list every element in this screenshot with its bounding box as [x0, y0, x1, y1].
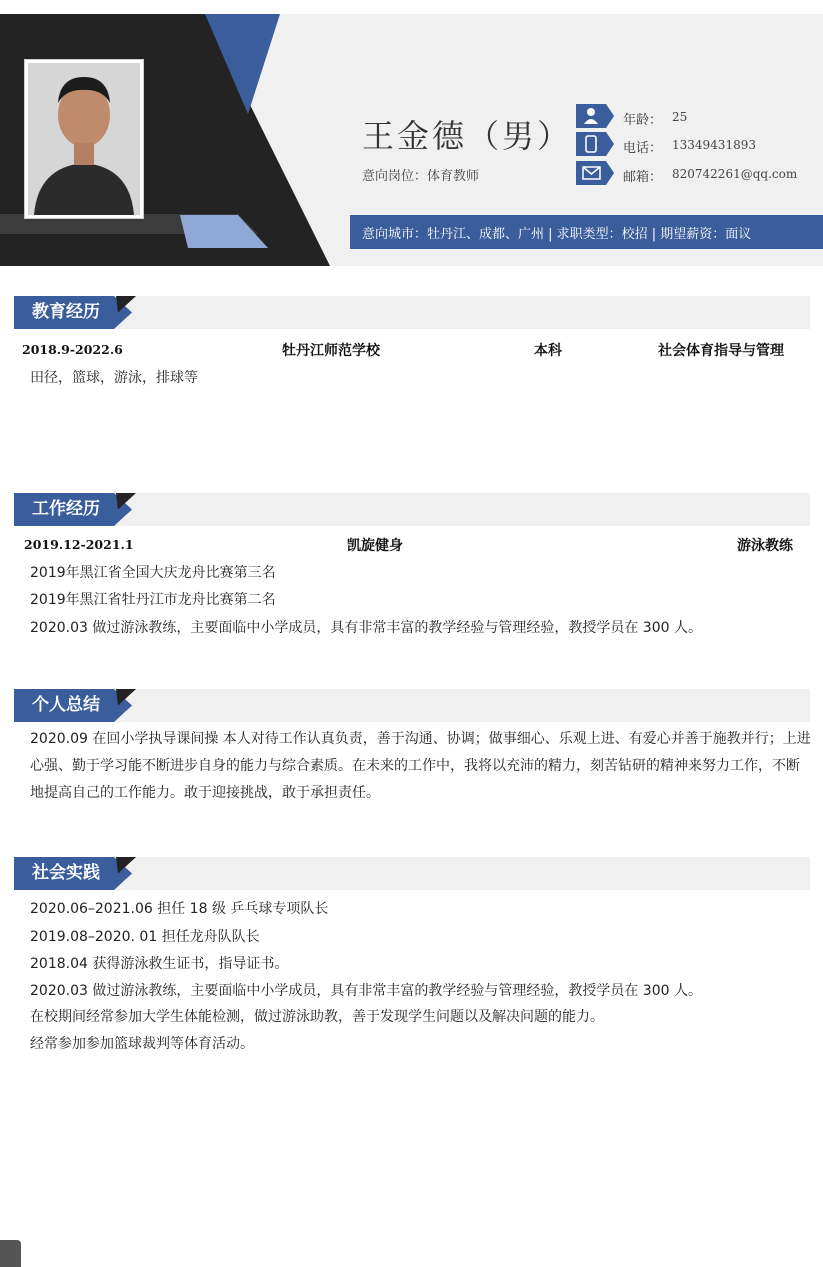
person-icon — [576, 104, 614, 128]
practice-line: 2018.04 获得游泳救生证书，指导证书。 — [30, 956, 289, 972]
profile-photo-frame — [24, 59, 144, 219]
work-line: 2019年黑江省全国大庆龙舟比赛第三名 — [30, 565, 276, 581]
practice-title: 社会实践 — [32, 863, 100, 883]
work-title: 工作经历 — [32, 499, 100, 519]
education-detail: 田径，篮球，游泳，排球等 — [30, 370, 198, 386]
profile-photo — [28, 63, 140, 215]
work-date: 2019.12-2021.1 — [24, 537, 134, 552]
age-value: 25 — [672, 110, 688, 124]
work-line: 2019年黑江省牡丹江市龙舟比赛第二名 — [30, 592, 276, 608]
summary-title: 个人总结 — [32, 695, 100, 715]
phone-label: 电话： — [623, 141, 663, 156]
education-school: 牡丹江师范学校 — [282, 343, 380, 359]
email-value: 820742261@qq.com — [672, 167, 798, 181]
job-intention: 意向岗位：体育教师 — [362, 169, 480, 184]
age-label: 年龄： — [623, 113, 663, 128]
summary-text: 2020.09 在回小学执导课间操 本人对待工作认真负责，善于沟通、协调；做事细心、乐观上进、有爱心并善于施教并行；上进心强、勤于学习能不断进步自身的能力与综合素质。在未来的工作中，我将以充沛的精力，刻苦钻研的精神来努力工作，不断地提高自己的工作能力。敢于迎接挑战，敢于承担责任。 — [30, 731, 811, 801]
practice-line: 经常参加参加篮球裁判等体育活动。 — [30, 1036, 254, 1052]
email-label: 邮箱： — [623, 170, 663, 185]
mail-icon — [576, 161, 614, 185]
practice-line: 2020.06–2021.06 担任 18 级 乒乓球专项队长 — [30, 901, 329, 917]
work-company: 凯旋健身 — [347, 538, 403, 554]
education-degree: 本科 — [534, 343, 562, 359]
work-line: 2020.03 做过游泳教练，主要面临中小学成员，具有非常丰富的教学经验与管理经验，教授学员在 300 人。 — [30, 620, 702, 636]
education-major: 社会体育指导与管理 — [658, 343, 784, 359]
intent-text: 意向城市：牡丹江、成都、广州 | 求职类型：校招 | 期望薪资：面议 — [362, 227, 752, 242]
practice-line: 在校期间经常参加大学生体能检测，做过游泳助教，善于发现学生问题以及解决问题的能力。 — [30, 1009, 604, 1025]
candidate-name: 王金德（男） — [362, 117, 573, 155]
work-role: 游泳教练 — [737, 538, 793, 554]
practice-line: 2020.03 做过游泳教练，主要面临中小学成员，具有非常丰富的教学经验与管理经验，教授学员在 300 人。 — [30, 983, 702, 999]
phone-value: 13349431893 — [672, 138, 756, 152]
corner-tab — [0, 1240, 21, 1267]
phone-icon — [576, 132, 614, 156]
education-title: 教育经历 — [32, 302, 100, 322]
education-date: 2018.9-2022.6 — [22, 342, 123, 357]
practice-line: 2019.08–2020. 01 担任龙舟队队长 — [30, 929, 260, 945]
